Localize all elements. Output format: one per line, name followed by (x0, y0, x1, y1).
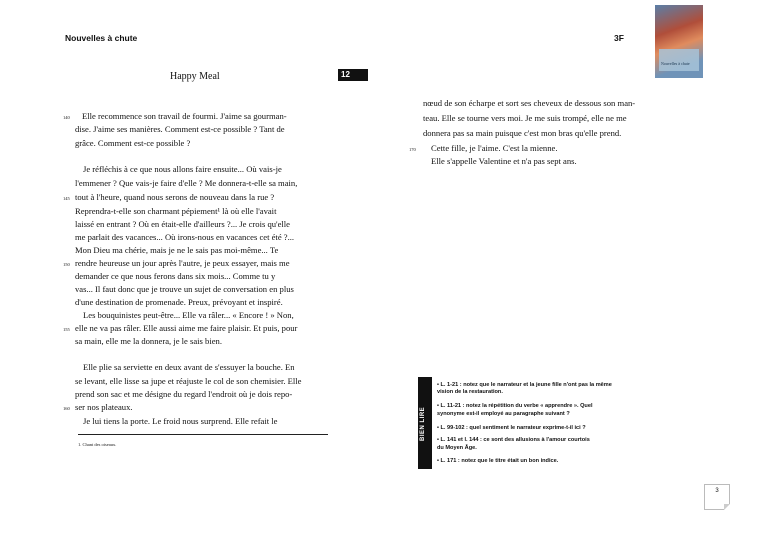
text-line: donnera pas sa main puisque c'est mon bras qu'elle prend. (423, 128, 622, 138)
text-line: Mon Dieu ma chérie, mais je ne le sais pas moi-même... Te (75, 245, 279, 255)
text-line: Je lui tiens la porte. Le froid nous surprend. Elle refait le (83, 416, 278, 426)
text-line: dise. J'aime ses manières. Comment est-ce possible ? Tant de (75, 124, 285, 134)
text-line: nœud de son écharpe et sort ses cheveux de dessous son man- (423, 98, 636, 108)
page-fold-icon (724, 504, 730, 510)
line-number: 155 (63, 327, 70, 332)
bien-lire-label-box (418, 377, 432, 469)
text-line: tout à l'heure, quand nous serons de nouveau dans la rue ? (75, 192, 275, 202)
line-number: 145 (63, 196, 70, 201)
bien-lire-label: BIEN LIRE (420, 406, 426, 441)
page-number-box: 12 (338, 69, 368, 81)
text-line: d'une destination de promenade. Preux, prévoyant et inspiré. (75, 297, 283, 307)
cover-band (659, 49, 699, 71)
text-line: l'emmener ? Que vais-je faire d'elle ? Me donnera-t-elle sa main, (75, 178, 298, 188)
footnote-rule (78, 434, 328, 435)
question-line: • L. 99-102 : quel sentiment le narrateur exprime-t-il ici ? (437, 425, 586, 431)
question-line: • L. 171 : notez que le titre était un bon indice. (437, 458, 559, 464)
text-line: prend son sac et me désigne du regard l'endroit où je dois repo- (75, 389, 293, 399)
footnote: 1. Chant des oiseaux. (78, 442, 117, 447)
text-line: Je réfléchis à ce que nous allons faire ensuite... Où vais-je (83, 164, 282, 174)
text-line: vas... Il faut donc que je trouve un sujet de conversation en plus (75, 284, 294, 294)
text-line: ser nos plateaux. (75, 402, 133, 412)
question-line: synonyme est-il employé au paragraphe suivant ? (437, 411, 570, 417)
text-line: Elle plie sa serviette en deux avant de s'essuyer la bouche. En (83, 362, 295, 372)
question-line: • L. 1-21 : notez que le narrateur et la jeune fille n'ont pas la même (437, 382, 612, 388)
text-line: rendre heureuse un jour après l'autre, je peux essayer, mais me (75, 258, 290, 268)
text-line: Elle s'appelle Valentine et n'a pas sept ans. (431, 156, 577, 166)
text-line: grâce. Comment est-ce possible ? (75, 138, 191, 148)
text-line: sa main, elle me la donnera, je le sais bien. (75, 336, 222, 346)
question-line: • L. 11-21 : notez la répétition du verbe « apprendre ». Quel (437, 403, 593, 409)
text-line: se levant, elle lisse sa jupe et réajuste le col de son chemisier. Elle (75, 376, 302, 386)
text-line: laissé en entrant ? Où en était-elle d'ailleurs ?... Je crois qu'elle (75, 219, 290, 229)
text-line: demander ce que nous ferons dans six mois... Comme tu y (75, 271, 276, 281)
line-number: 170 (409, 147, 416, 152)
text-line: elle ne va pas râler. Elle aussi aime me faire plaisir. Et puis, pour (75, 323, 298, 333)
page-indicator-number: 3 (715, 488, 719, 494)
question-line: • L. 141 et l. 144 : ce sont des allusions à l'amour courtois (437, 437, 590, 443)
question-line: du Moyen Âge. (437, 445, 477, 451)
line-number: 140 (63, 115, 70, 120)
chapter-title: Happy Meal (170, 71, 220, 82)
line-number: 150 (63, 262, 70, 267)
question-line: vision de la restauration. (437, 389, 503, 395)
text-line: Reprendra-t-elle son charmant pépiement¹ là où elle l'avait (75, 206, 277, 216)
header-page-ref: 3F (614, 33, 624, 43)
text-line: Elle recommence son travail de fourmi. J'aime sa gourman- (82, 111, 287, 121)
header-book-title: Nouvelles à chute (65, 33, 138, 43)
line-number: 160 (63, 406, 70, 411)
text-line: me parlait des vacances... Où irons-nous en vacances cet été ?... (75, 232, 295, 242)
text-line: teau. Elle se tourne vers moi. Je me suis trompé, elle ne me (423, 113, 627, 123)
book-cover-thumbnail[interactable] (655, 5, 703, 78)
text-line: Cette fille, je l'aime. C'est la mienne. (431, 143, 558, 153)
text-line: Les bouquinistes peut-être... Elle va râler... « Encore ! » Non, (83, 310, 294, 320)
cover-title: Nouvelles à chute (661, 61, 690, 66)
page-indicator[interactable] (704, 484, 730, 510)
